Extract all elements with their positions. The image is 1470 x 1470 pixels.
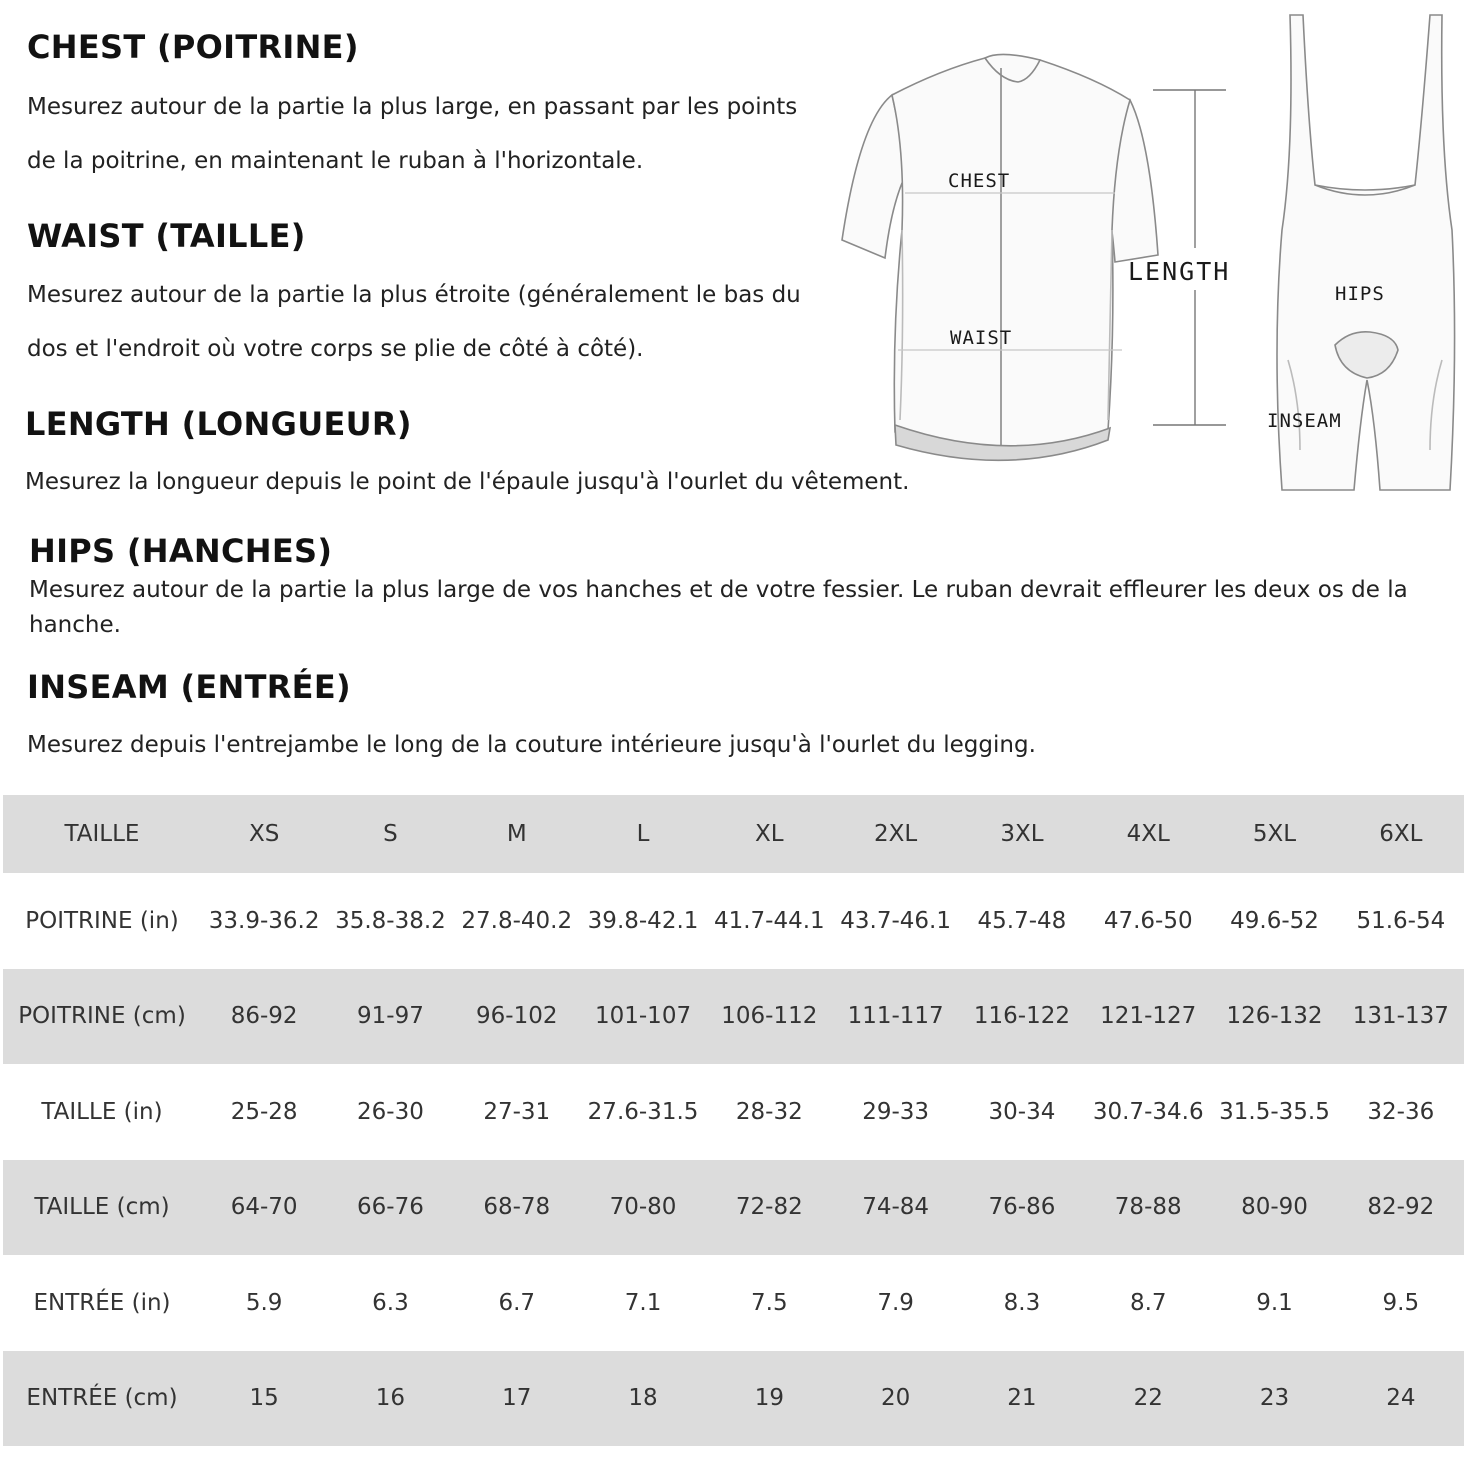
waist-label: WAIST	[950, 327, 1013, 349]
table-cell: 126-132	[1226, 1003, 1323, 1030]
table-cell: XS	[248, 821, 280, 847]
table-cell: 70-80	[609, 1194, 677, 1221]
table-header-row	[3, 795, 1464, 873]
size-chart-table	[3, 795, 1464, 1446]
table-row	[3, 1160, 1464, 1256]
table-row	[3, 969, 1464, 1065]
table-cell: 3XL	[1000, 821, 1044, 847]
table-cell: 30.7-34.6	[1092, 1098, 1204, 1125]
table-cell: 31.5-35.5	[1219, 1098, 1330, 1125]
table-cell: 7.1	[624, 1289, 662, 1316]
table-cell: M	[506, 821, 527, 847]
table-cell: 5.9	[245, 1289, 283, 1316]
table-cell: L	[636, 821, 650, 847]
table-cell: 106-112	[721, 1003, 818, 1030]
jersey-drawing	[842, 54, 1158, 460]
table-cell: 33.9-36.2	[208, 907, 320, 934]
table-cell: 64-70	[230, 1194, 298, 1221]
table-cell: 18	[628, 1385, 658, 1412]
hips-label: HIPS	[1335, 283, 1385, 305]
table-cell: 28-32	[735, 1098, 803, 1125]
table-cell: 23	[1259, 1385, 1290, 1412]
table-cell: 78-88	[1114, 1194, 1182, 1221]
inseam-title: INSEAM (ENTRÉE)	[27, 668, 351, 706]
table-cell: 6.7	[498, 1289, 536, 1316]
table-cell: 86-92	[230, 1003, 298, 1030]
row-label-cell: TAILLE	[64, 821, 140, 847]
table-row	[3, 1255, 1464, 1351]
table-cell: 8.7	[1129, 1289, 1167, 1316]
table-cell: 9.1	[1256, 1289, 1293, 1316]
hips-title: HIPS (HANCHES)	[29, 532, 333, 570]
row-label-cell: TAILLE (cm)	[34, 1194, 170, 1221]
table-cell: 35.8-38.2	[335, 907, 446, 934]
table-row	[3, 1064, 1464, 1160]
table-cell: 76-86	[988, 1194, 1056, 1221]
table-cell: 80-90	[1241, 1194, 1308, 1221]
table-cell: 27.6-31.5	[587, 1098, 699, 1125]
table-cell: 6.3	[372, 1289, 409, 1316]
table-cell: 26-30	[357, 1098, 424, 1125]
table-cell: 74-84	[862, 1194, 930, 1221]
table-cell: 43.7-46.1	[840, 907, 951, 934]
table-cell: 121-127	[1100, 1003, 1197, 1030]
length-label: LENGTH	[1128, 257, 1231, 286]
inseam-description: Mesurez depuis l'entrejambe le long de la couture intérieure jusqu'à l'ourlet du legging.	[27, 732, 1036, 758]
table-cell: 45.7-48	[977, 907, 1067, 934]
row-label-cell: POITRINE (in)	[25, 907, 179, 934]
table-cell: 8.3	[1003, 1289, 1041, 1316]
table-cell: 39.8-42.1	[587, 907, 699, 934]
chest-title: CHEST (POITRINE)	[27, 28, 359, 66]
table-cell: 68-78	[483, 1194, 551, 1221]
table-cell: 96-102	[476, 1003, 558, 1030]
table-cell: 15	[249, 1385, 279, 1412]
hips-description: Mesurez autour de la partie la plus large de vos hanches et de votre fessier. Le ruban devrait effleurer les deux os de la hanche.	[29, 577, 1408, 638]
garment-illustration	[830, 0, 1470, 500]
table-cell: 5XL	[1252, 821, 1297, 847]
table-cell: XL	[755, 821, 784, 847]
row-label-cell: ENTRÉE (cm)	[26, 1385, 178, 1412]
table-cell: 9.5	[1382, 1289, 1420, 1316]
length-title: LENGTH (LONGUEUR)	[25, 405, 412, 443]
table-cell: 51.6-54	[1356, 907, 1446, 934]
table-cell: 22	[1133, 1385, 1163, 1412]
table-cell: 82-92	[1367, 1194, 1435, 1221]
table-cell: 7.5	[751, 1289, 788, 1316]
table-cell: 27.8-40.2	[461, 907, 573, 934]
table-cell: 19	[754, 1385, 784, 1412]
table-cell: 17	[502, 1385, 532, 1412]
table-cell: 30-34	[988, 1098, 1056, 1125]
table-cell: S	[383, 821, 398, 847]
table-cell: 4XL	[1126, 821, 1170, 847]
table-cell: 101-107	[594, 1003, 692, 1030]
table-cell: 32-36	[1367, 1098, 1435, 1125]
row-label-cell: TAILLE (in)	[41, 1098, 163, 1125]
table-cell: 116-122	[973, 1003, 1070, 1030]
row-label-cell: POITRINE (cm)	[18, 1003, 186, 1030]
table-row	[3, 873, 1464, 969]
table-cell: 91-97	[357, 1003, 424, 1030]
waist-description: Mesurez autour de la partie la plus étroite (généralement le bas du dos et l'endroit où votre corps se plie de côté à côté).	[27, 282, 801, 362]
table-cell: 16	[375, 1385, 406, 1412]
table-cell: 29-33	[862, 1098, 930, 1125]
chest-description: Mesurez autour de la partie la plus large, en passant par les points de la poitrine, en maintenant le ruban à l'horizontale.	[27, 94, 798, 174]
row-label-cell: ENTRÉE (in)	[33, 1289, 171, 1316]
table-cell: 131-137	[1352, 1003, 1449, 1030]
chest-label: CHEST	[948, 170, 1011, 192]
inseam-label: INSEAM	[1267, 410, 1342, 432]
table-cell: 47.6-50	[1103, 907, 1193, 934]
table-cell: 6XL	[1379, 821, 1423, 847]
table-cell: 27-31	[483, 1098, 551, 1125]
table-cell: 24	[1386, 1385, 1416, 1412]
table-row	[3, 1351, 1464, 1447]
table-cell: 21	[1007, 1385, 1037, 1412]
table-cell: 25-28	[230, 1098, 298, 1125]
length-description: Mesurez la longueur depuis le point de l'épaule jusqu'à l'ourlet du vêtement.	[25, 469, 910, 495]
table-cell: 111-117	[847, 1003, 944, 1030]
waist-title: WAIST (TAILLE)	[27, 217, 306, 255]
table-cell: 72-82	[735, 1194, 803, 1221]
table-cell: 49.6-52	[1230, 907, 1319, 934]
table-cell: 20	[880, 1385, 911, 1412]
table-cell: 2XL	[874, 821, 918, 847]
table-cell: 41.7-44.1	[713, 907, 825, 934]
table-cell: 7.9	[877, 1289, 914, 1316]
table-cell: 66-76	[357, 1194, 424, 1221]
